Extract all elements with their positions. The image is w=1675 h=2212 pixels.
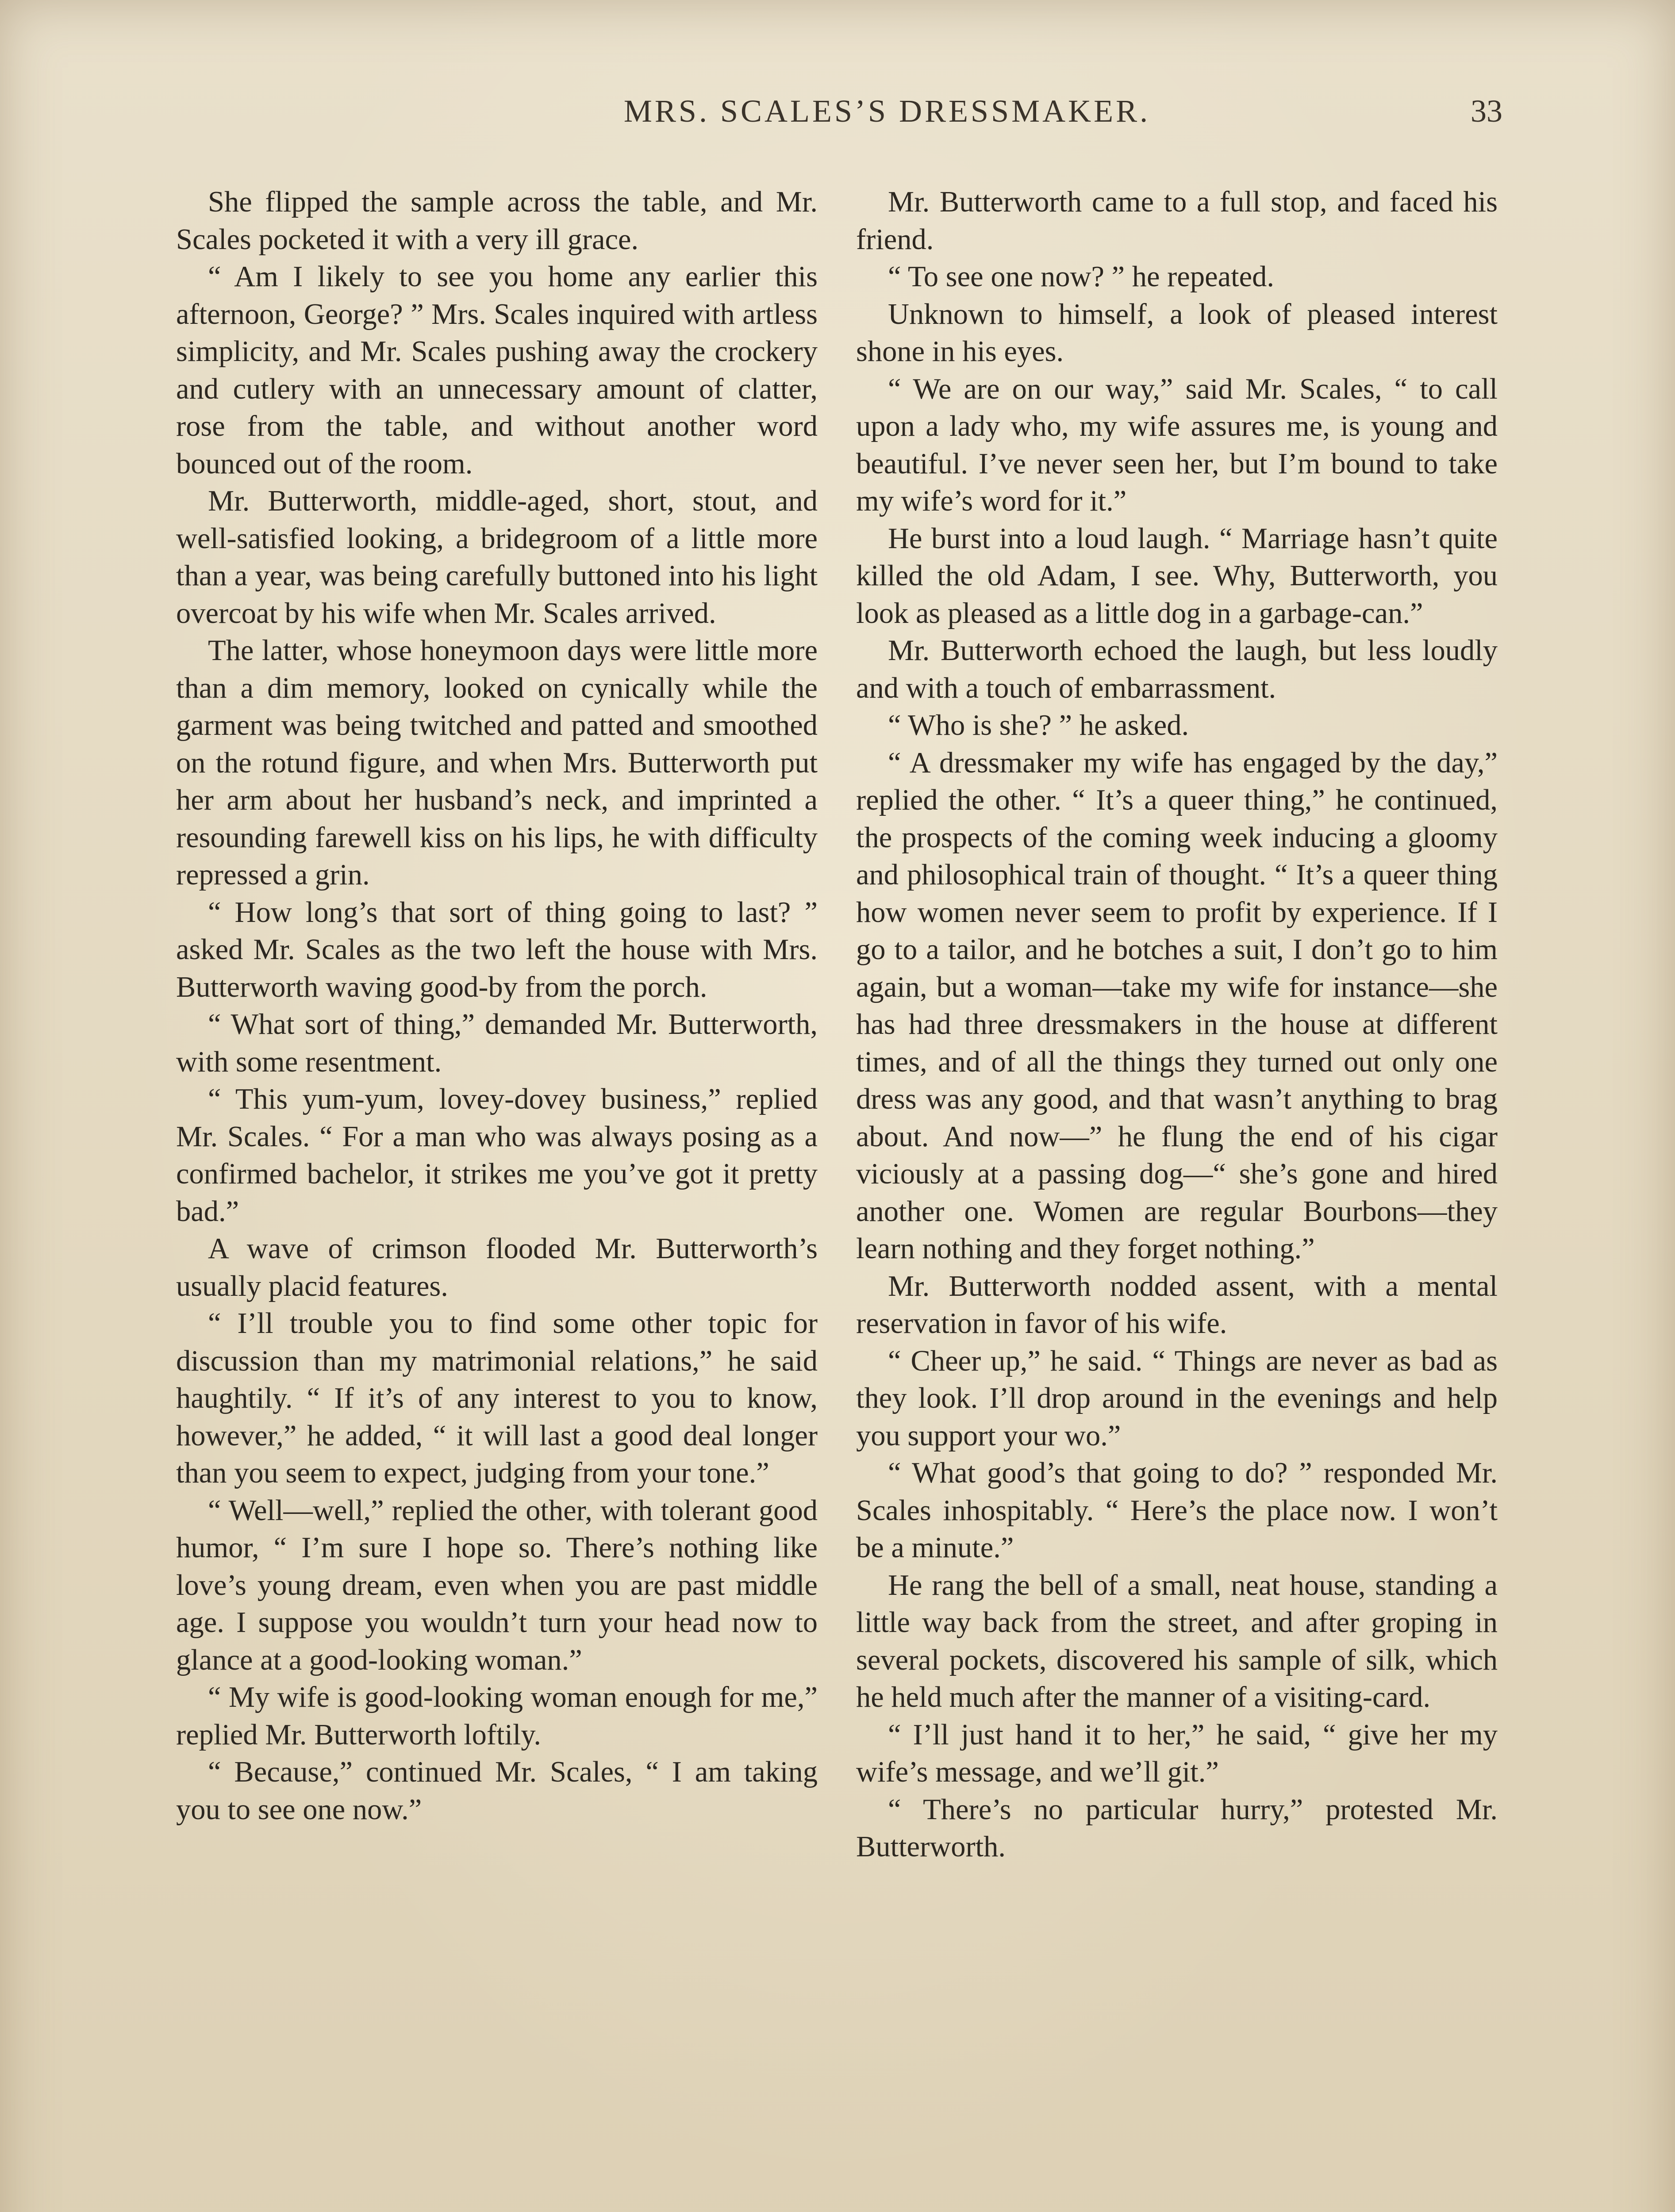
paragraph: “ To see one now? ” he repeated.	[888, 261, 1274, 293]
paragraph: Mr. Butterworth, middle-aged, short, stout, and well-satisfied looking, a bridegroom of a little more than a year, was being carefully buttoned into his light overcoat by his wife when Mr. Scales arrived.	[176, 485, 818, 630]
paragraph: “ I’ll just hand it to her,” he said, “ give her my wife’s message, and we’ll git.”	[856, 1718, 1498, 1788]
paragraph: “ A dressmaker my wife has engaged by the day,” replied the other. “ It’s a queer thing,” he continued, the prospects of the coming week inducing a gloomy and philosophical train of thought. “ It’s a queer thing how women never seem to profit by experience. If I go to a tailor, and he botches a suit, I don’t go to him again, but a woman—take my wife for instance—she has had three dressmakers in the house at different times, and of all the things they turned out only one dress was any good, and that wasn’t anything to brag about. And now—” he flung the end of his cigar viciously at a passing dog—“ she’s gone and hired another one. Women are regular Bourbons—they learn nothing and they forget nothing.”	[856, 746, 1498, 1265]
paragraph: “ Who is she? ” he asked.	[888, 709, 1189, 741]
paragraph: “ My wife is good-looking woman enough for me,” replied Mr. Butterworth loftily.	[176, 1681, 818, 1751]
running-title: MRS. SCALES’S DRESSMAKER.	[623, 93, 1151, 129]
paragraph: He rang the bell of a small, neat house, standing a little way back from the street, and after groping in several pockets, discovered his sample of silk, which he held much after the manner of a visiting-card.	[856, 1569, 1498, 1713]
paragraph: She flipped the sample across the table, and Mr. Scales pocketed it with a very ill grace.	[176, 186, 818, 256]
paragraph: “ Because,” continued Mr. Scales, “ I am taking you to see one now.”	[176, 1756, 818, 1826]
paragraph: A wave of crimson flooded Mr. Butterworth’s usually placid features.	[176, 1233, 818, 1302]
paragraph: “ There’s no particular hurry,” protested Mr. Butterworth.	[856, 1793, 1498, 1863]
paragraph: “ This yum-yum, lovey-dovey business,” replied Mr. Scales. “ For a man who was always posing as a confirmed bachelor, it strikes me you’ve got it pretty bad.”	[176, 1083, 818, 1228]
paragraph: The latter, whose honeymoon days were little more than a dim memory, looked on cynically while the garment was being twitched and patted and smoothed on the rotund figure, and when Mrs. Butterworth put her arm about her husband’s neck, and imprinted a resounding farewell kiss on his lips, he with difficulty repressed a grin.	[176, 634, 818, 891]
left-text-column	[176, 184, 818, 1828]
paragraph: “ Am I likely to see you home any earlier this afternoon, George? ” Mrs. Scales inquired with artless simplicity, and Mr. Scales pushing away the crockery and cutlery with an unnecessary amount of clatter, rose from the table, and without another word bounced out of the room.	[176, 261, 818, 480]
paragraph: “ How long’s that sort of thing going to last? ” asked Mr. Scales as the two left the house with Mrs. Butterworth waving good-by from the porch.	[176, 896, 818, 1003]
paragraph: “ We are on our way,” said Mr. Scales, “ to call upon a lady who, my wife assures me, is young and beautiful. I’ve never seen her, but I’m bound to take my wife’s word for it.”	[856, 373, 1498, 517]
paragraph: Mr. Butterworth nodded assent, with a mental reservation in favor of his wife.	[856, 1270, 1498, 1340]
paragraph: “ What sort of thing,” demanded Mr. Butterworth, with some resentment.	[176, 1008, 818, 1078]
paragraph: “ Well—well,” replied the other, with tolerant good humor, “ I’m sure I hope so. There’s nothing like love’s young dream, even when you are past middle age. I suppose you wouldn’t turn your head now to glance at a good-looking woman.”	[176, 1494, 818, 1676]
paragraph: Mr. Butterworth echoed the laugh, but less loudly and with a touch of embarrassment.	[856, 634, 1498, 704]
page-number: 33	[1471, 93, 1502, 129]
paragraph: “ I’ll trouble you to find some other topic for discussion than my matrimonial relations,” he said haughtily. “ If it’s of any interest to you to know, however,” he added, “ it will last a good deal longer than you seem to expect, judging from your tone.”	[176, 1307, 818, 1489]
paragraph: Unknown to himself, a look of pleased interest shone in his eyes.	[856, 298, 1498, 368]
right-text-column	[856, 184, 1498, 1866]
paragraph: “ Cheer up,” he said. “ Things are never as bad as they look. I’ll drop around in the evenings and help you support your wo.”	[856, 1344, 1498, 1452]
paragraph: He burst into a loud laugh. “ Marriage hasn’t quite killed the old Adam, I see. Why, Butterworth, you look as pleased as a little dog in a garbage-can.”	[856, 522, 1498, 630]
paragraph: Mr. Butterworth came to a full stop, and faced his friend.	[856, 186, 1498, 256]
paragraph: “ What good’s that going to do? ” responded Mr. Scales inhospitably. “ Here’s the place now. I won’t be a minute.”	[856, 1457, 1498, 1564]
